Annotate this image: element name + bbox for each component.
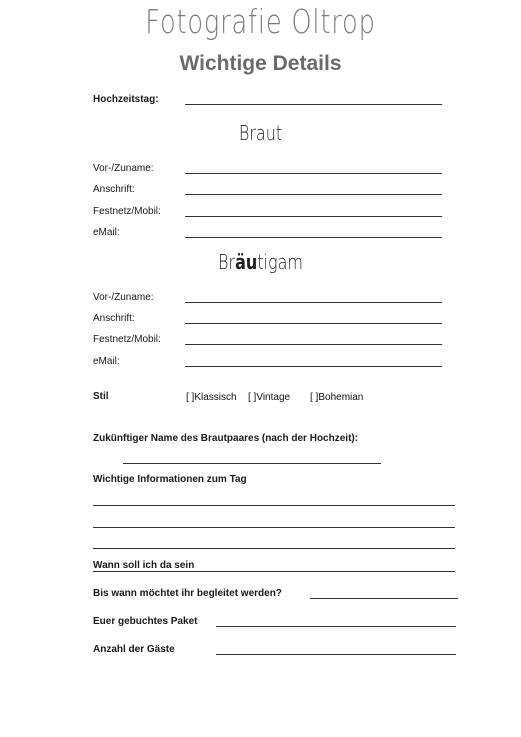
page-title: Wichtige Details [179, 52, 342, 75]
style-label: Stil [93, 391, 109, 402]
bride-heading: Braut [238, 121, 283, 145]
groom-heading-prefix: Br [218, 250, 236, 274]
groom-address-label: Anschrift: [93, 313, 135, 324]
wedding-day-label: Hochzeitstag: [93, 94, 159, 105]
groom-phone-field[interactable] [185, 344, 442, 345]
important-info-line-3[interactable] [93, 548, 455, 549]
bride-phone-field[interactable] [185, 216, 442, 217]
bride-address-label: Anschrift: [93, 184, 135, 195]
bride-name-label: Vor-/Zuname: [93, 163, 154, 174]
important-info-line-2[interactable] [93, 527, 455, 528]
future-name-label: Zukünftiger Name des Brautpaares (nach der Hochzeit): [93, 433, 359, 444]
groom-email-field[interactable] [185, 366, 442, 367]
wedding-day-field[interactable] [185, 104, 442, 105]
style-option-classic[interactable]: [ ]Klassisch [186, 392, 237, 403]
groom-name-label: Vor-/Zuname: [93, 292, 154, 303]
bride-name-field[interactable] [185, 173, 442, 174]
future-name-field[interactable] [123, 463, 381, 464]
groom-heading-suffix: tigam [257, 250, 303, 274]
bride-email-field[interactable] [185, 237, 442, 238]
coverage-label: Bis wann möchtet ihr begleitet werden? [93, 588, 282, 599]
arrival-label: Wann soll ich da sein [93, 560, 195, 571]
guests-field[interactable] [216, 654, 456, 655]
arrival-field[interactable] [93, 571, 455, 572]
package-field[interactable] [216, 626, 456, 627]
groom-heading [52, 250, 469, 274]
package-label: Euer gebuchtes Paket [93, 616, 198, 627]
style-option-vintage[interactable]: [ ]Vintage [248, 392, 291, 403]
groom-email-label: eMail: [93, 356, 120, 367]
bride-phone-label: Festnetz/Mobil: [93, 206, 161, 217]
brand-logo-text: Fotografie Oltrop [145, 2, 376, 41]
important-info-line-1[interactable] [93, 505, 455, 506]
style-option-bohemian[interactable]: [ ]Bohemian [310, 392, 364, 403]
groom-heading-bold: äu [235, 250, 258, 274]
groom-name-field[interactable] [185, 302, 442, 303]
important-info-label: Wichtige Informationen zum Tag [93, 474, 247, 485]
bride-email-label: eMail: [93, 227, 120, 238]
groom-address-field[interactable] [185, 323, 442, 324]
groom-phone-label: Festnetz/Mobil: [93, 334, 161, 345]
bride-address-field[interactable] [185, 194, 442, 195]
guests-label: Anzahl der Gäste [93, 644, 175, 655]
coverage-field[interactable] [310, 598, 458, 599]
